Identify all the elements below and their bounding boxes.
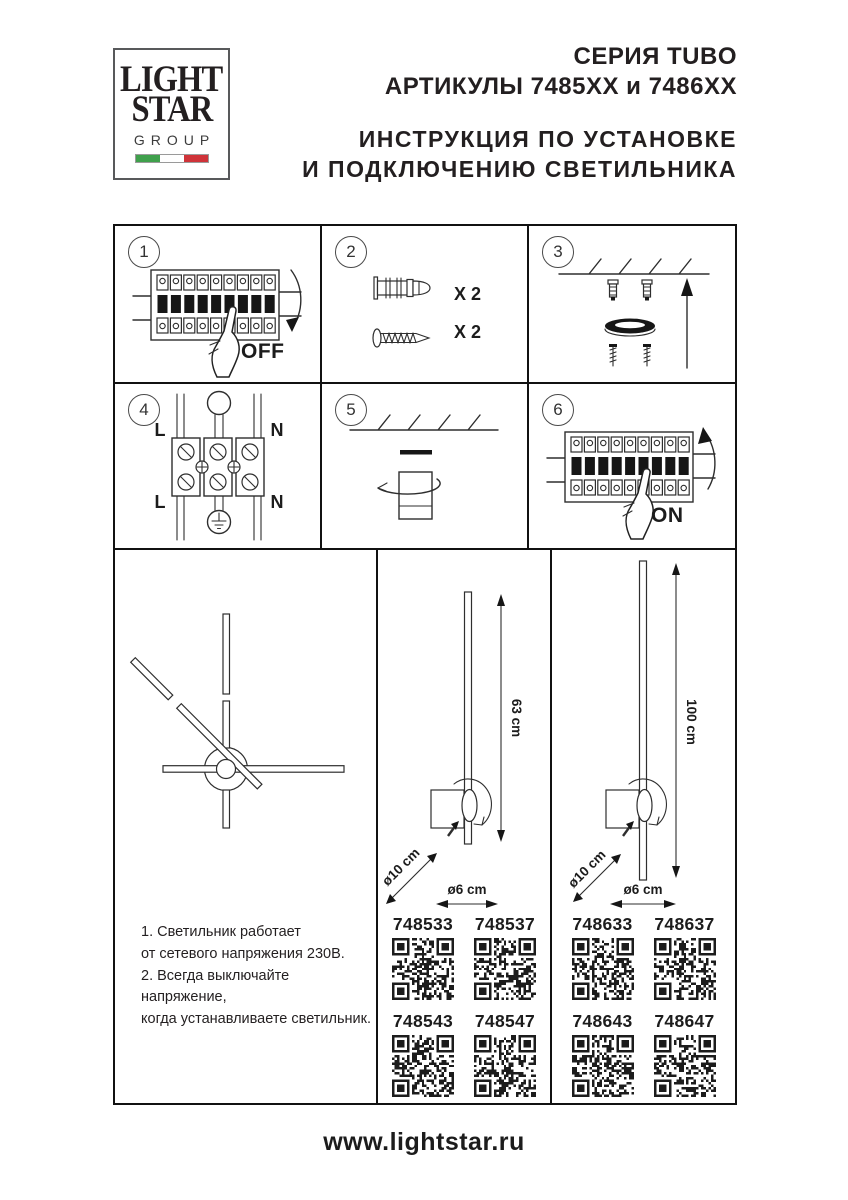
qr-code <box>572 1035 634 1097</box>
qr-grid-100cm <box>566 914 722 1097</box>
terminal-label-n-bottom: N <box>270 492 284 512</box>
qr-code <box>392 938 454 1000</box>
qr-grid-63cm <box>386 914 542 1097</box>
step-6-cell <box>529 384 735 550</box>
italian-flag-stripe <box>135 154 209 163</box>
qr-code <box>654 938 716 1000</box>
tube-diameter-label: ø6 cm <box>623 882 663 897</box>
qr-code <box>654 1035 716 1097</box>
step-1-cell <box>115 226 322 384</box>
ground-symbol <box>208 511 231 534</box>
note-line: 2. Всегда выключайте напряжение, <box>141 967 290 1006</box>
fixture-front-view-drawing <box>119 606 374 911</box>
article-number: 748643 <box>572 1011 633 1031</box>
step-4-number: 4 <box>128 394 160 426</box>
mounting-plate <box>605 319 655 337</box>
brand-logo <box>113 48 230 180</box>
breaker-on-illustration <box>545 414 730 539</box>
note-line: от сетевого напряжения 230В. <box>141 945 345 962</box>
wall-anchor-icon <box>374 277 430 299</box>
qr-item <box>572 1011 634 1097</box>
doc-title-line2: И ПОДКЛЮЧЕНИЮ СВЕТИЛЬНИКА <box>302 156 737 182</box>
qr-code <box>474 938 536 1000</box>
logo-word-star: STAR <box>131 89 212 130</box>
screw-icon <box>373 329 429 347</box>
product-100cm-cell <box>552 550 735 1103</box>
product-63cm-cell <box>378 550 552 1103</box>
height-dimension-label: 63 cm <box>509 698 524 738</box>
step-3-number: 3 <box>542 236 574 268</box>
qr-item <box>392 1011 454 1097</box>
hardware-illustration <box>350 260 510 355</box>
article-number: 748547 <box>474 1011 536 1031</box>
terminal-label-l-bottom: L <box>154 492 166 512</box>
on-label: ON <box>651 504 684 527</box>
article-number: 748647 <box>654 1011 715 1031</box>
step-4-cell <box>115 384 322 550</box>
step-6-number: 6 <box>542 394 574 426</box>
article-number: 748537 <box>474 914 536 934</box>
article-number: 748533 <box>392 914 454 934</box>
website-url: www.lightstar.ru <box>323 1128 525 1156</box>
qr-code <box>572 938 634 1000</box>
tube-diameter-label: ø6 cm <box>447 882 487 897</box>
logo-word-light: LIGHT <box>120 59 223 101</box>
breaker-off-illustration <box>131 252 316 377</box>
height-dimension-label: 100 cm <box>684 699 699 745</box>
anchor-pins <box>608 280 652 301</box>
qr-code <box>474 1035 536 1097</box>
fixture-side-view-63cm <box>378 578 552 914</box>
note-line: когда устанавливаете светильник. <box>141 1011 372 1027</box>
article-number: 748543 <box>392 1011 454 1031</box>
screws <box>609 344 651 366</box>
doc-title-line1: ИНСТРУКЦИЯ ПО УСТАНОВКЕ <box>358 126 737 152</box>
fixture-side-view-100cm <box>552 554 735 916</box>
step-5-number: 5 <box>335 394 367 426</box>
article-number: 748637 <box>654 914 715 934</box>
qr-item <box>474 1011 536 1097</box>
off-label: OFF <box>241 340 285 363</box>
ceiling-mount-illustration <box>541 244 726 384</box>
article-number: 748633 <box>572 914 633 934</box>
qr-item <box>654 914 716 1000</box>
qr-item <box>474 914 536 1000</box>
terminal-label-n-top: N <box>270 420 284 440</box>
terminal-block-illustration <box>146 388 291 546</box>
logo-word-group: GROUP <box>133 131 216 148</box>
step-5-cell <box>322 384 529 550</box>
instruction-panel <box>113 224 737 1105</box>
step-2-number: 2 <box>335 236 367 268</box>
articles-line: АРТИКУЛЫ 7485XX и 7486XX <box>384 73 737 100</box>
canopy-rotation-illustration <box>338 400 513 540</box>
header <box>302 42 737 184</box>
series-title: СЕРИЯ TUBO <box>573 43 737 70</box>
terminal-label-l-top: L <box>154 420 166 440</box>
qr-item <box>392 914 454 1000</box>
step-1-number: 1 <box>128 236 160 268</box>
qr-code <box>392 1035 454 1097</box>
fixture-front-view-cell <box>115 550 378 1103</box>
screw-qty-label: X 2 <box>454 322 482 342</box>
note-line: 1. Светильник работает <box>141 924 301 940</box>
canopy-diameter-label: ø10 cm <box>379 845 423 889</box>
canopy-diameter-label: ø10 cm <box>565 847 609 891</box>
qr-item <box>572 914 634 1000</box>
anchor-qty-label: X 2 <box>454 284 482 304</box>
qr-item <box>654 1011 716 1097</box>
safety-notes <box>141 922 376 1031</box>
step-2-cell <box>322 226 529 384</box>
step-3-cell <box>529 226 735 384</box>
